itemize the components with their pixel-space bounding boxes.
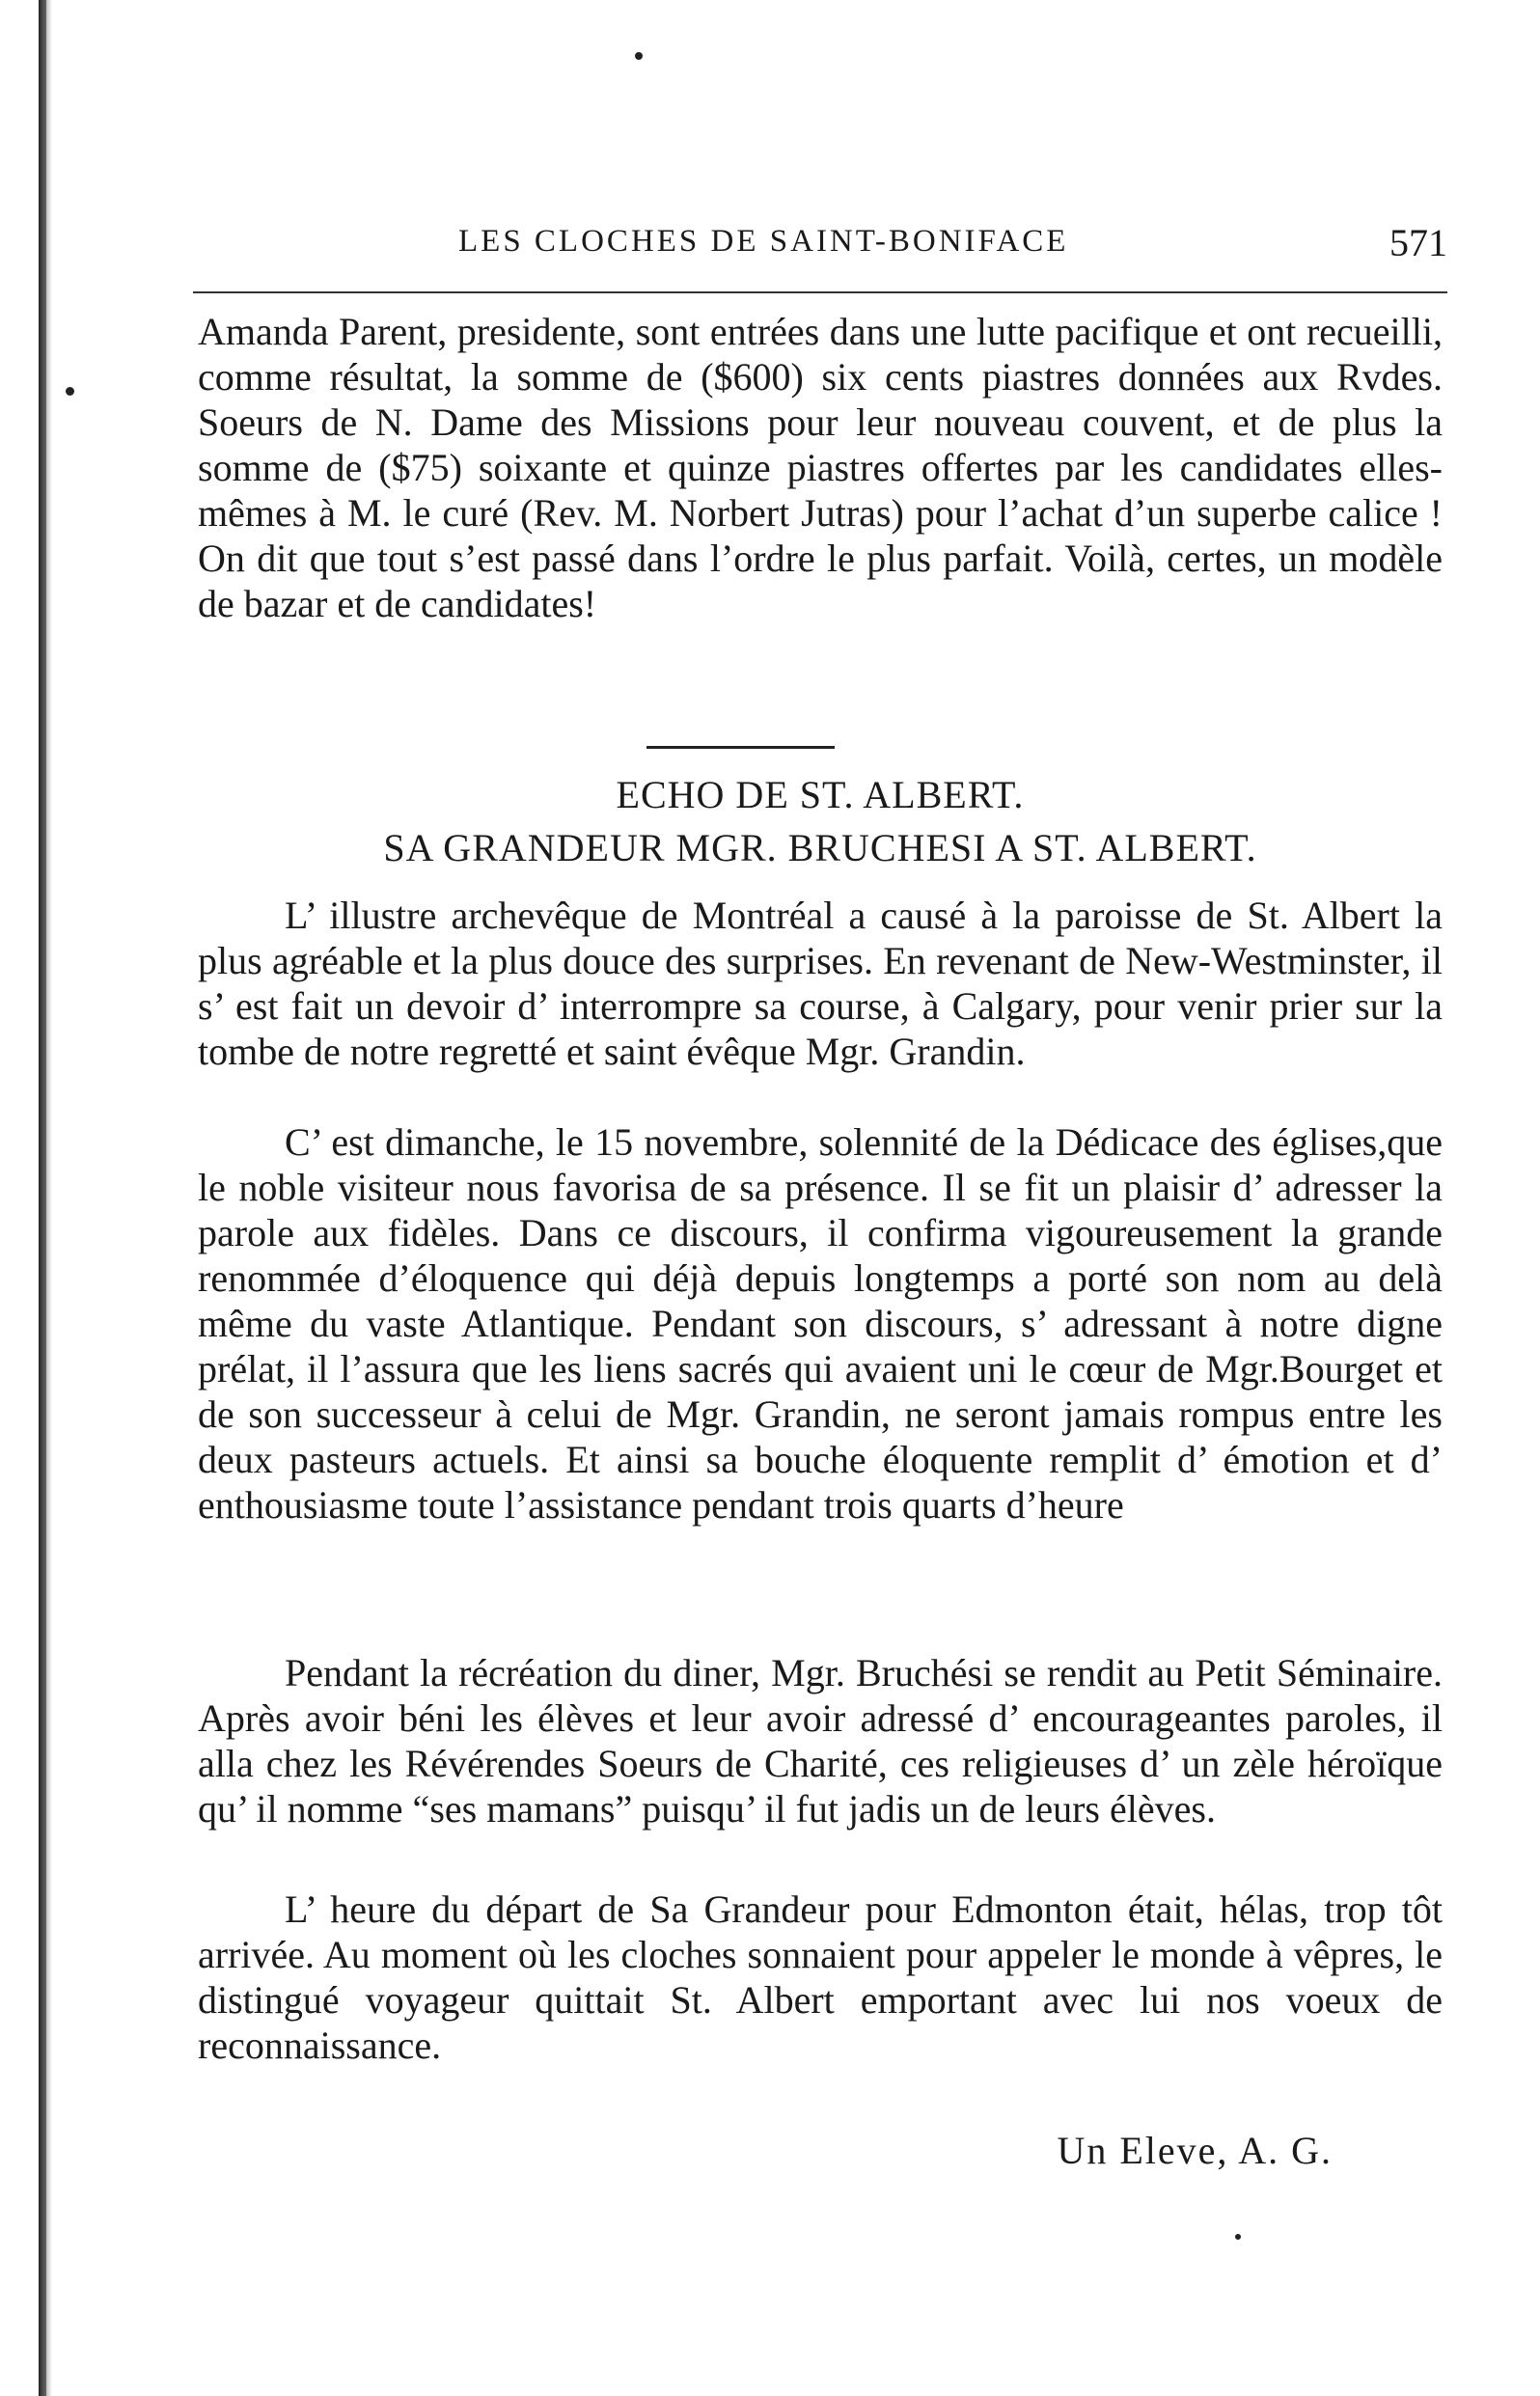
paragraph-seminary-visit: Pendant la récréation du diner, Mgr. Bruchési se rendit au Petit Séminaire. Après avoir béni les élèves et leur avoir adressé d’ encourageantes paroles, il alla chez les Révérendes Soeurs de Charité, ces religieuses d’ un zèle héroïque qu’ il nomme “ses mamans” puisqu’ il fut jadis un de leurs élèves. [198, 1651, 1443, 1831]
section-divider [646, 746, 835, 749]
speck-mark [1235, 2234, 1241, 2240]
paragraph-arrival: L’ illustre archevêque de Montréal a causé à la paroisse de St. Albert la plus agréable et la plus douce des surprises. En revenant de New-Westminster, il s’ est fait un devoir d’ interrompre sa course, à Calgary, pour venir prier sur la tombe de notre regretté et saint évêque Mgr. Grandin. [198, 894, 1443, 1073]
paragraph-sermon: C’ est dimanche, le 15 novembre, solennité de la Dédicace des églises,que le noble visiteur nous favorisa de sa présence. Il se fit un plaisir d’ adresser la parole aux fidèles. Dans ce discours, il confirma vigoureusement la grande renommée d’éloquence qui déjà depuis longtemps a porté son nom au delà même du vaste Atlantique. Pendant son discours, s’ adressant à notre digne prélat, il l’assura que les liens sacrés qui avaient uni le cœur de Mgr.Bourget et de son successeur à celui de Mgr. Grandin, ne seront jamais rompus entre les deux pasteurs actuels. Et ainsi sa bouche éloquente remplit d’ émotion et d’ enthousiasme toute l’assistance pendant trois quarts d’heure [198, 1120, 1443, 1527]
section-heading: ECHO DE ST. ALBERT. [616, 773, 1025, 816]
section-subheading: SA GRANDEUR MGR. BRUCHESI A ST. ALBERT. [383, 826, 1257, 869]
binding-shadow [46, 0, 52, 2396]
running-header [193, 221, 1447, 266]
signature: Un Eleve, A. G. [1057, 2129, 1333, 2172]
running-title: LES CLOCHES DE SAINT-BONIFACE [458, 224, 1069, 259]
speck-mark [66, 387, 74, 396]
page-number: 571 [1389, 221, 1447, 264]
paragraph-departure: L’ heure du départ de Sa Grandeur pour Edmonton était, hélas, trop tôt arrivée. Au moment où les cloches sonnaient pour appeler le monde à vêpres, le distingué voyageur quittait St. Albert emportant avec lui nos voeux de reconnaissance. [198, 1887, 1443, 2067]
speck-mark [635, 52, 643, 60]
header-rule [193, 291, 1447, 293]
continuation-paragraph: Amanda Parent, presidente, sont entrées dans une lutte pacifique et ont recueilli, comme résultat, la somme de ($600) six cents piastres données aux Rvdes. Soeurs de N. Dame des Missions pour leur nouveau couvent, et de plus la somme de ($75) soixante et quinze piastres offertes par les candidates elles-mêmes à M. le curé (Rev. M. Norbert Jutras) pour l’achat d’un superbe calice ! On dit que tout s’est passé dans l’ordre le plus parfait. Voilà, certes, un modèle de bazar et de candidates! [198, 310, 1443, 625]
page-binding-edge [39, 0, 46, 2396]
